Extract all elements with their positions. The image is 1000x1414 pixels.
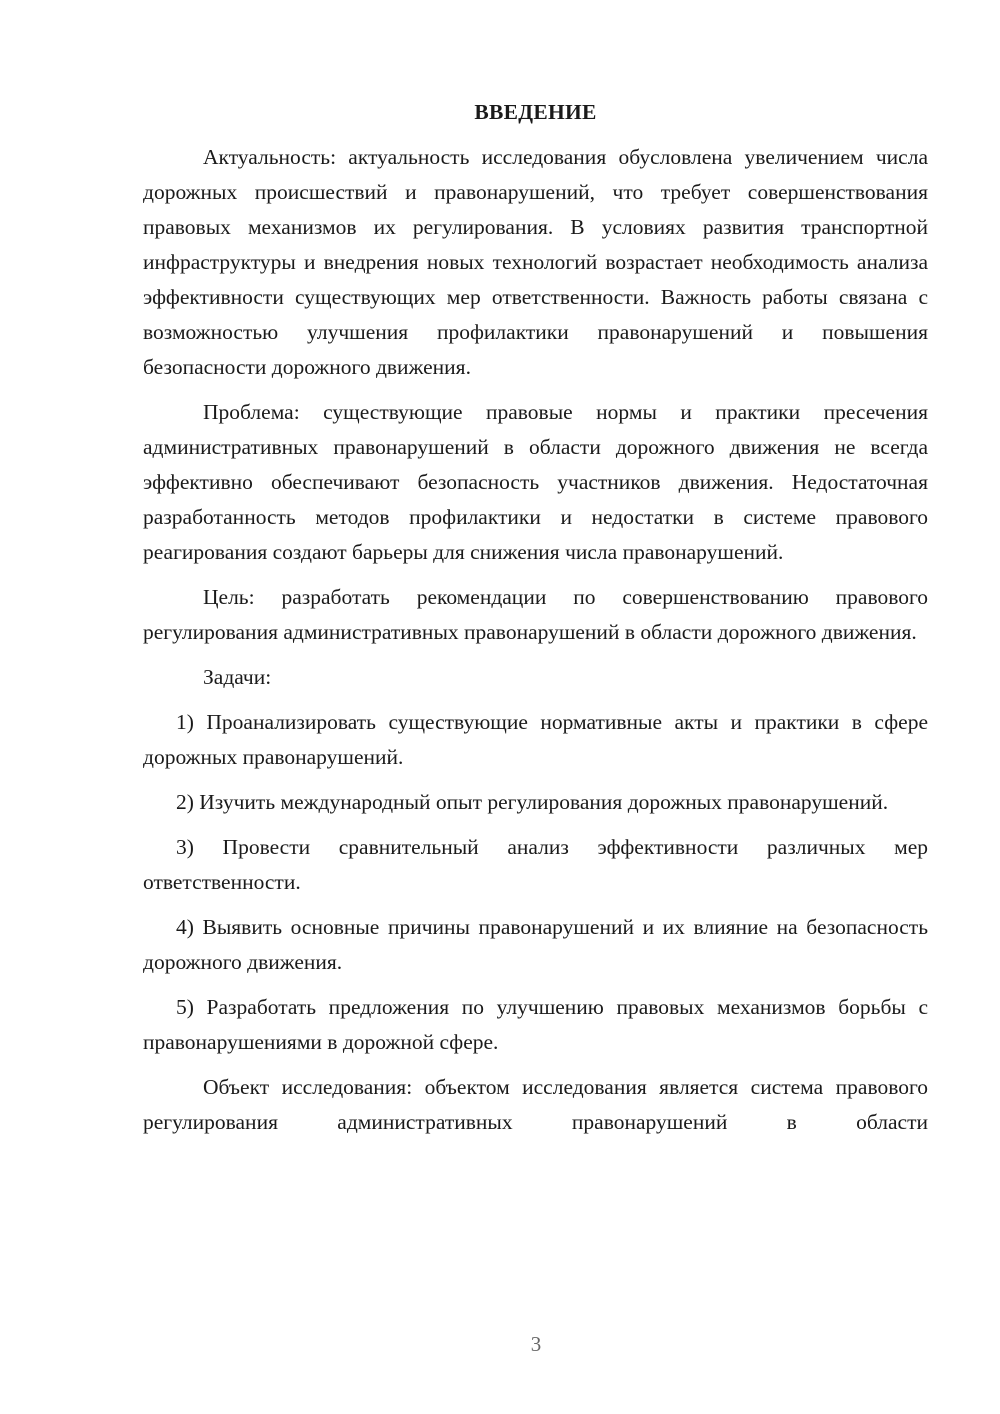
task-item: 4) Выявить основные причины правонарушений и их влияние на безопасность дорожного движения.: [143, 915, 928, 974]
problem-paragraph: Проблема: существующие правовые нормы и практики пресечения административных правонарушений в области дорожного движения не всегда эффективно обеспечивают безопасность участников движения. Недостаточная разработанность методов профилактики и недостатки в системе правового реагирования создают барьеры для снижения числа правонарушений.: [143, 400, 928, 564]
page-content: [143, 95, 928, 1150]
tasks-heading: Задачи:: [203, 665, 272, 689]
task-item: 2) Изучить международный опыт регулирования дорожных правонарушений.: [176, 790, 889, 814]
task-item: 3) Провести сравнительный анализ эффективности различных мер ответственности.: [143, 835, 928, 894]
relevance-paragraph: Актуальность: актуальность исследования обусловлена увеличением числа дорожных происшествий и правонарушений, что требует совершенствования правовых механизмов их регулирования. В условиях развития транспортной инфраструктуры и внедрения новых технологий возрастает необходимость анализа эффективности существующих мер ответственности. Важность работы связана с возможностью улучшения профилактики правонарушений и повышения безопасности дорожного движения.: [143, 145, 928, 379]
section-title: ВВЕДЕНИЕ: [474, 100, 597, 124]
task-item: 5) Разработать предложения по улучшению правовых механизмов борьбы с правонарушениями в дорожной сфере.: [143, 995, 928, 1054]
object-paragraph: Объект исследования: объектом исследования является система правового регулирования административных правонарушений в области: [143, 1075, 928, 1134]
page-number: 3: [530, 1332, 542, 1356]
task-item: 1) Проанализировать существующие нормативные акты и практики в сфере дорожных правонарушений.: [143, 710, 928, 769]
goal-paragraph: Цель: разработать рекомендации по совершенствованию правового регулирования административных правонарушений в области дорожного движения.: [143, 585, 928, 644]
